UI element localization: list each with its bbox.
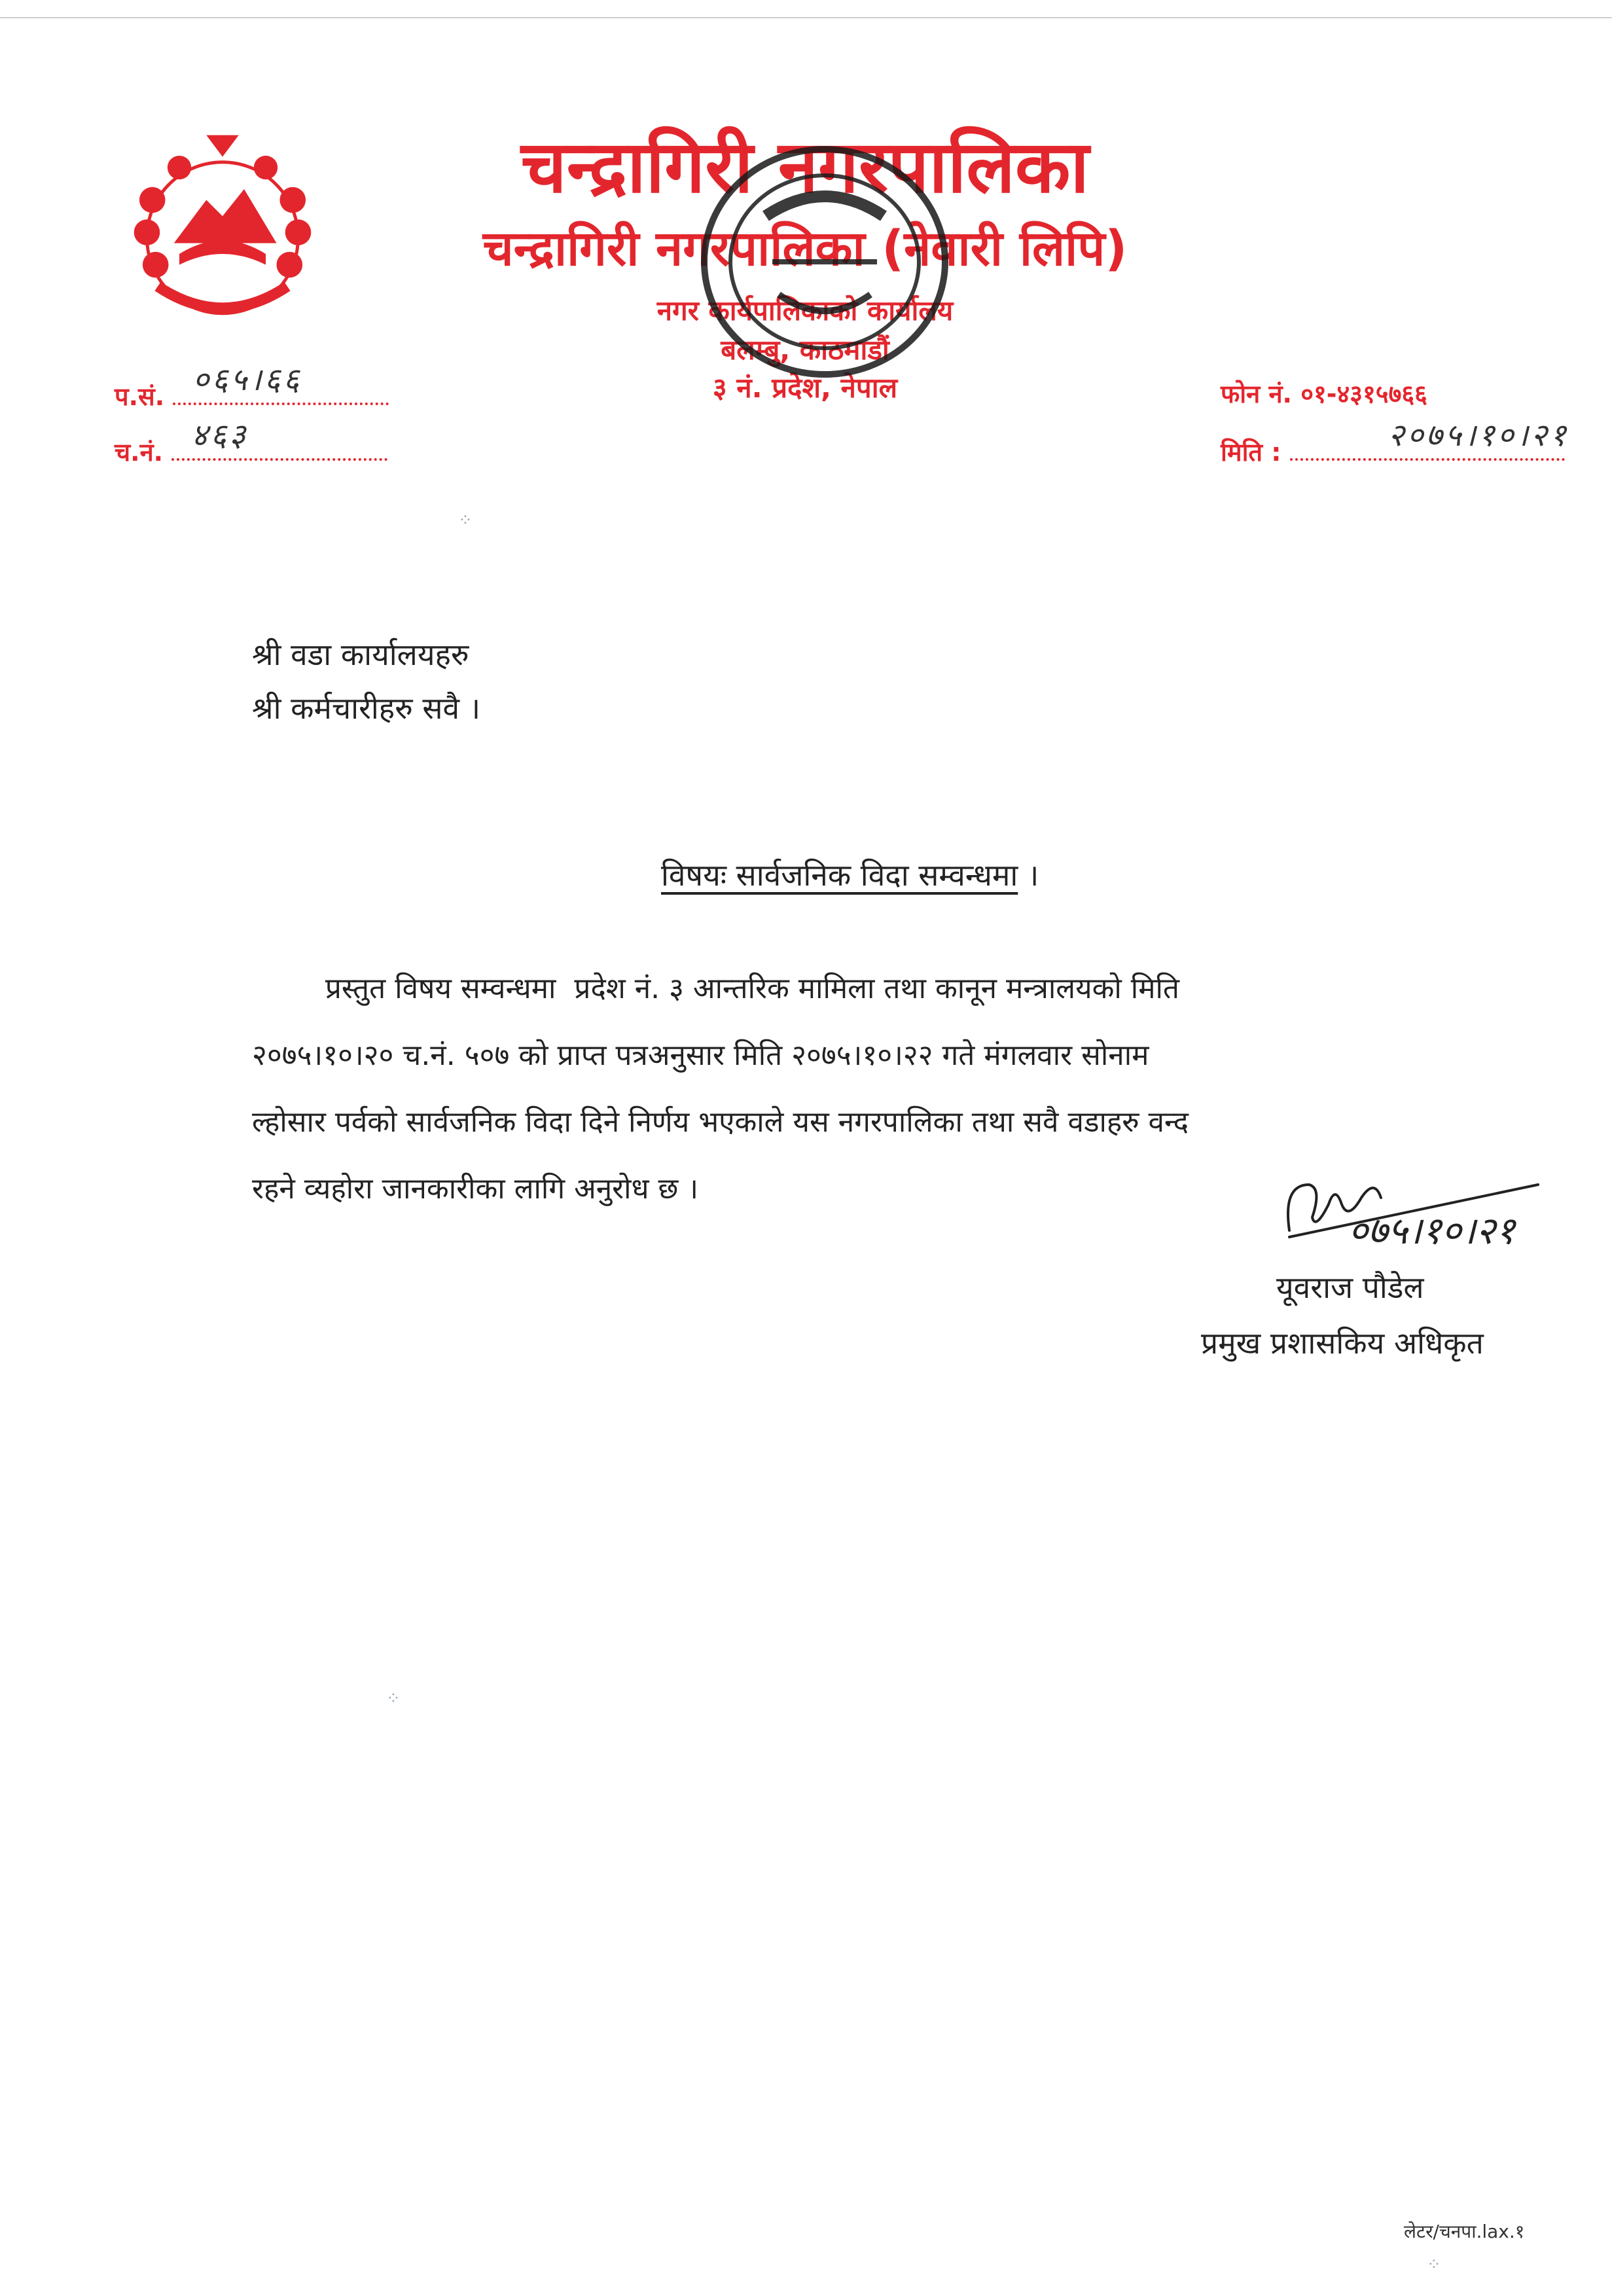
scan-speck: ⁘: [458, 511, 473, 530]
ps-value: ०६५।६६: [192, 361, 302, 398]
phone-value: ०१-४३१५७६६: [1300, 380, 1427, 408]
cn-field: [115, 417, 387, 469]
form-code: लेटर/चनपा.lax.१: [1404, 2221, 1525, 2242]
body-line-3: ल्होसार पर्वको सार्वजनिक विदा दिने निर्णय भएकाले यस नगरपालिका तथा सवै वडाहरु वन्द: [252, 1105, 1189, 1139]
cn-label: च.नं.: [115, 438, 164, 467]
office-province: ३ नं. प्रदेश, नेपाल: [712, 372, 898, 404]
office-name: नगर कार्यपालिकाको कार्यालय: [656, 295, 954, 327]
date-field: [1221, 417, 1569, 469]
phone-field: [1221, 376, 1427, 410]
handwritten-signature: [1276, 1158, 1558, 1257]
signatory-name: यूवराज पौडेल: [1276, 1270, 1424, 1305]
subject-line: [661, 854, 1039, 895]
recipient-line-2: श्री कर्मचारीहरु सवै ।: [252, 691, 481, 726]
subject-end: ।: [1018, 857, 1039, 893]
phone-label: फोन नं.: [1221, 380, 1292, 408]
body-line-4: रहने व्यहोरा जानकारीका लागि अनुरोध छ ।: [252, 1172, 699, 1206]
ps-label: प.सं.: [115, 382, 165, 411]
subject-text: विषयः सार्वजनिक विदा सम्वन्धमा: [661, 857, 1018, 893]
recipient-line-1: श्री वडा कार्यालयहरु: [252, 637, 469, 672]
scan-speck: ⁘: [1427, 2255, 1441, 2274]
date-label: मिति :: [1221, 438, 1281, 467]
body-line-2: २०७५।१०।२० च.नं. ५०७ को प्राप्त पत्रअनुसार मिति २०७५।१०।२२ गते मंगलवार सोनाम: [252, 1039, 1149, 1072]
office-place: बलम्बु, काठमाडौं: [721, 334, 889, 366]
scan-edge-line: [0, 17, 1612, 18]
nepal-emblem-icon: [115, 124, 331, 340]
municipality-subtitle: चन्द्रागिरी नगरपालिका (नेवारी लिपि): [482, 221, 1128, 277]
date-value: २०७५।१०।२१: [1388, 417, 1569, 454]
body-line-1: प्रस्तुत विषय सम्वन्धमा प्रदेश नं. ३ आन्तरिक मामिला तथा कानून मन्त्रालयको मिति: [252, 972, 1179, 1005]
office-stamp: [694, 137, 956, 386]
ps-field: [115, 361, 389, 413]
scan-speck: ⁘: [386, 1689, 401, 1708]
municipality-title: चन्द्रागिरी नगरपालिका: [521, 125, 1089, 209]
cn-value: ४६३: [191, 417, 249, 454]
signatory-title: प्रमुख प्रशासकिय अधिकृत: [1201, 1325, 1484, 1361]
signature-date: ०७५।१०।२१: [1348, 1208, 1516, 1253]
